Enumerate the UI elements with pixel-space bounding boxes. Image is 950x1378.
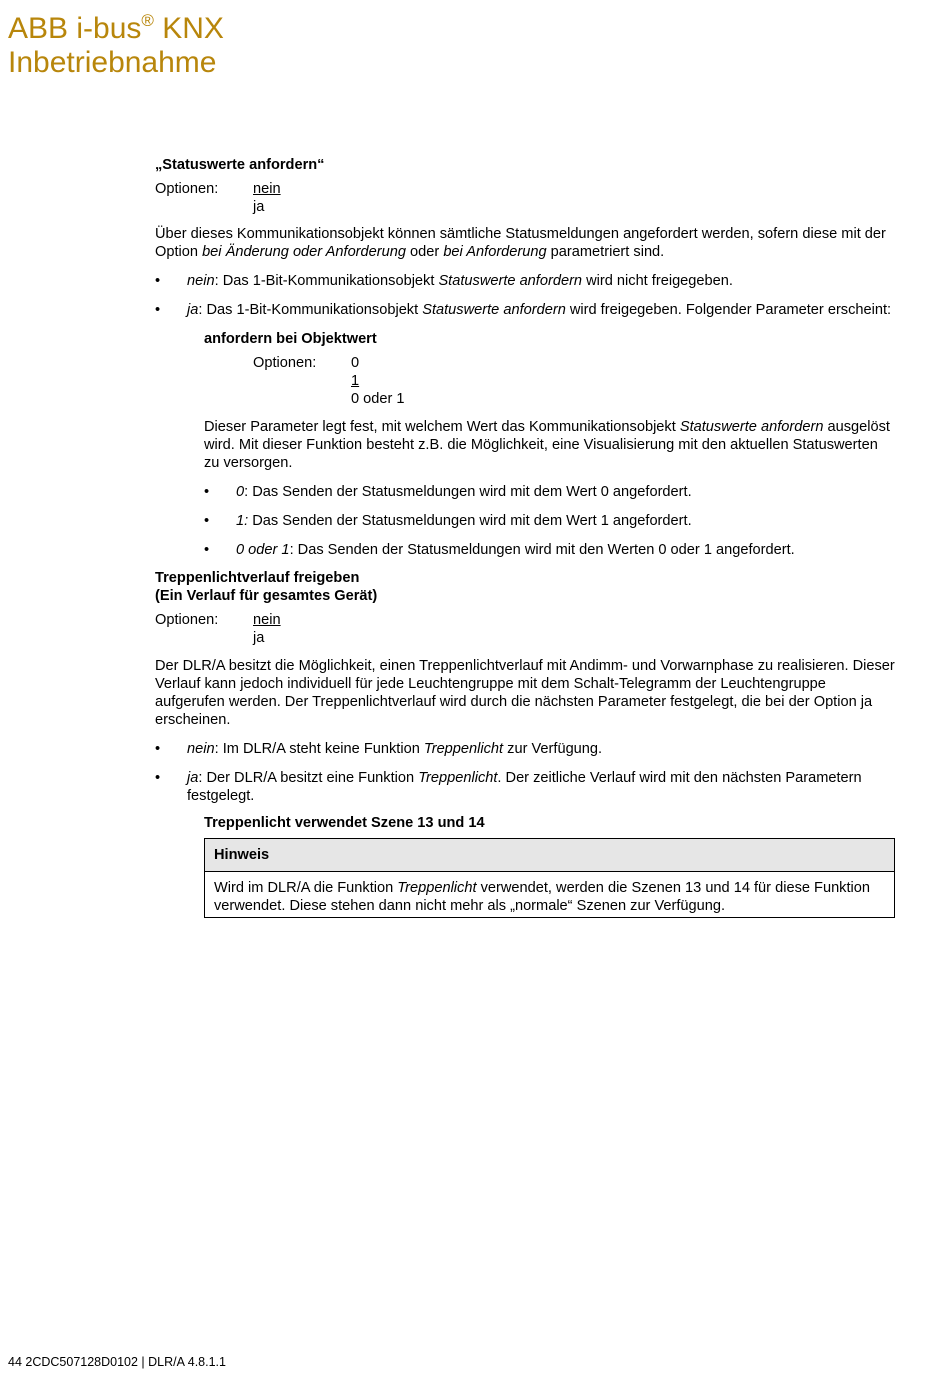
options-label: Optionen: (253, 355, 317, 371)
option-value: 0 oder 1 (351, 391, 405, 407)
section-heading-statuswerte: „Statuswerte anfordern“ (155, 157, 325, 173)
list-item: • nein: Das 1-Bit-Kommunikationsobjekt Statuswerte anfordern wird nicht freigegeben. (155, 272, 895, 290)
section-heading-treppenlicht: Treppenlichtverlauf freigeben (Ein Verlauf für gesamtes Gerät) (155, 570, 378, 604)
document-subtitle: Inbetriebnahme (8, 46, 217, 79)
section-heading-objektwert: anfordern bei Objektwert (204, 331, 377, 347)
option-default: 1 (351, 373, 360, 389)
registered-mark: ® (141, 11, 154, 30)
options-values (253, 611, 281, 647)
bullet-list (204, 483, 895, 559)
subsection-objektwert (204, 330, 895, 559)
options-values (253, 180, 281, 216)
list-item: • ja: Der DLR/A besitzt eine Funktion Treppenlicht. Der zeitliche Verlauf wird mit den nächsten Parametern festgelegt. (155, 769, 895, 805)
paragraph: Über dieses Kommunikationsobjekt können sämtliche Statusmeldungen angefordert werden, sofern diese mit der Option bei Änderung oder Anforderung oder bei Anforderung parametriert sind. (155, 226, 886, 260)
options-label: Optionen: (155, 612, 219, 628)
option-default: nein (253, 181, 281, 197)
options-block (155, 180, 895, 216)
option-default: nein (253, 612, 281, 628)
section-heading-szene: Treppenlicht verwendet Szene 13 und 14 (204, 815, 485, 831)
option-value: ja (253, 630, 265, 646)
options-block (155, 611, 895, 647)
document-title (8, 12, 224, 46)
list-item: • 0: Das Senden der Statusmeldungen wird mit dem Wert 0 angefordert. (204, 483, 895, 501)
title-brand: ABB i-bus (8, 12, 142, 45)
page-footer: 44 2CDC507128D0102 | DLR/A 4.8.1.1 (8, 1355, 226, 1369)
list-item: • 1: Das Senden der Statusmeldungen wird mit dem Wert 1 angefordert. (204, 512, 895, 530)
main-content (155, 156, 895, 918)
list-item: • ja: Das 1-Bit-Kommunikationsobjekt Statuswerte anfordern wird freigegeben. Folgender Parameter erscheint: (155, 301, 895, 319)
hinweis-title: Hinweis (205, 839, 894, 872)
list-item: • nein: Im DLR/A steht keine Funktion Treppenlicht zur Verfügung. (155, 740, 895, 758)
list-item: • 0 oder 1: Das Senden der Statusmeldungen wird mit den Werten 0 oder 1 angefordert. (204, 541, 895, 559)
subsection-szene (204, 814, 895, 918)
option-value: 0 (351, 355, 360, 371)
options-block (253, 354, 895, 408)
hinweis-body: Wird im DLR/A die Funktion Treppenlicht verwendet, werden die Szenen 13 und 14 für diese Funktion verwendet. Diese stehen dann nicht mehr als „normale“ Szenen zur Verfügung. (214, 880, 871, 914)
hinweis-box (204, 838, 895, 918)
bullet-list (155, 272, 895, 319)
options-label: Optionen: (155, 181, 219, 197)
title-knx: KNX (153, 12, 224, 45)
bullet-list (155, 740, 895, 805)
paragraph: Dieser Parameter legt fest, mit welchem Wert das Kommunikationsobjekt Statuswerte anfordern ausgelöst wird. Mit dieser Funktion besteht z.B. die Möglichkeit, eine Visualisierung mit den aktuellen Statuswerten zu versorgen. (204, 419, 890, 471)
options-values (351, 354, 405, 408)
paragraph: Der DLR/A besitzt die Möglichkeit, einen Treppenlichtverlauf mit Andimm- und Vorwarnphase zu realisieren. Dieser Verlauf kann jedoch individuell für jede Leuchtengruppe mit dem Schalt-Telegramm der Leuchtengruppe aufgerufen werden. Der Treppenlichtverlauf wird durch die nächsten Parameter festgelegt, die bei der Option ja erscheinen. (155, 658, 895, 728)
option-value: ja (253, 199, 265, 215)
page-header (8, 12, 224, 80)
